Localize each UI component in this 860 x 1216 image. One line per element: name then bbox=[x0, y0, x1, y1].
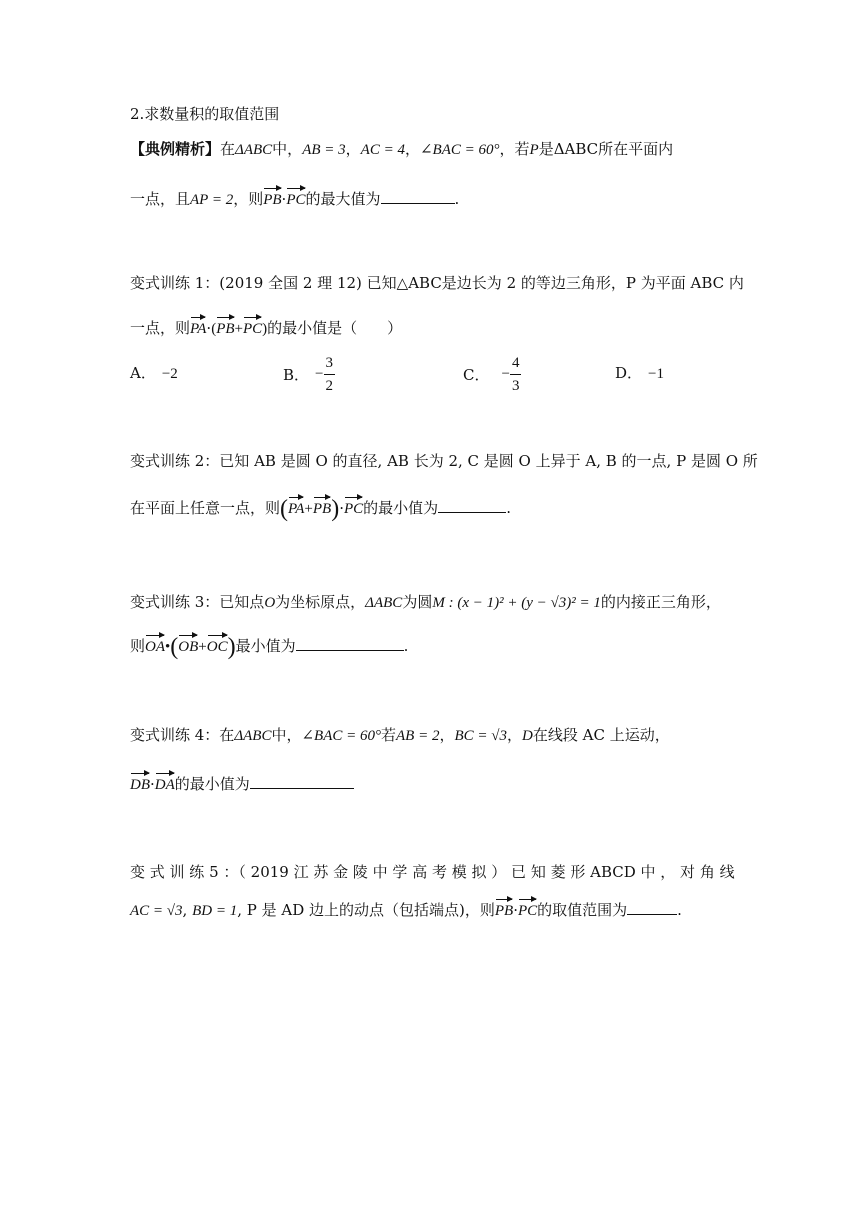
vector-pc: PC bbox=[286, 187, 305, 211]
option-value: −1 bbox=[648, 366, 664, 382]
numerator: 4 bbox=[510, 352, 522, 375]
fraction bbox=[324, 352, 336, 397]
fraction bbox=[510, 352, 522, 397]
option-sign: − bbox=[315, 366, 324, 382]
option-value: −2 bbox=[161, 366, 178, 382]
vector-pc: PC bbox=[243, 316, 262, 340]
example-line-2 bbox=[130, 187, 459, 211]
text: 变式训练 4：在 bbox=[130, 726, 235, 744]
ex1-line-2: 一点，则PA·(PB+PC)的最小值是（ ） bbox=[130, 316, 402, 340]
denominator: 2 bbox=[325, 378, 333, 394]
ex2-line-1: 变式训练 2：已知 AB 是圆 O 的直径, AB 长为 2, C 是圆 O 上异于 A, B 的一点, P 是圆 O 所 bbox=[130, 452, 758, 470]
ex4-line-2 bbox=[130, 772, 354, 796]
option-sign: − bbox=[501, 366, 510, 382]
text: 若 bbox=[381, 726, 397, 744]
text: 变式训练 3：已知点 bbox=[130, 593, 265, 611]
eq-ab: AB = 2 bbox=[396, 728, 440, 744]
ex3-line-2: 则OA•(OB+OC)最小值为 . bbox=[130, 634, 409, 660]
text: 则 bbox=[130, 637, 146, 655]
vector-pb: PB bbox=[313, 496, 331, 520]
vector-db: DB bbox=[130, 772, 150, 796]
dot: · bbox=[339, 499, 344, 517]
circle-equation: M : (x − 1)² + (y − √3)² = 1 bbox=[432, 595, 601, 611]
option-label: A． bbox=[130, 364, 156, 382]
text: . bbox=[677, 901, 682, 919]
vector-pa: PA bbox=[288, 496, 304, 520]
section-title: 2.求数量积的取值范围 bbox=[130, 105, 280, 123]
answer-blank[interactable] bbox=[627, 898, 677, 915]
text: 是ΔABC所在平面内 bbox=[538, 140, 674, 158]
vector-pa: PA bbox=[190, 316, 206, 340]
dot: · bbox=[150, 775, 155, 793]
text: 在平面上任意一点，则 bbox=[130, 499, 281, 517]
text: 的取值范围为 bbox=[537, 901, 628, 919]
vector-oa: OA bbox=[145, 634, 165, 658]
dot: · bbox=[206, 319, 212, 337]
text: ，若 bbox=[499, 140, 530, 158]
vector-pc: PC bbox=[518, 898, 537, 922]
triangle: ΔABC bbox=[365, 595, 403, 611]
vector-pb: PB bbox=[495, 898, 513, 922]
text: . bbox=[506, 499, 511, 517]
text: 的最小值是（ ） bbox=[267, 319, 403, 337]
eq-ac: AC = 4 bbox=[360, 142, 405, 158]
vector-da: DA bbox=[155, 772, 175, 796]
vector-ob: OB bbox=[178, 634, 198, 658]
option-label: D． bbox=[615, 364, 643, 382]
answer-blank[interactable] bbox=[438, 496, 506, 513]
ex5-line-2: AC = √3, BD = 1, P 是 AD 边上的动点（包括端点)，则PB·PC的取值范围为 . bbox=[130, 898, 682, 922]
eq-angle: ∠BAC = 60° bbox=[301, 728, 381, 744]
eq-bd: BD = 1 bbox=[192, 903, 238, 919]
option-c[interactable] bbox=[463, 352, 521, 397]
point-o: O bbox=[264, 595, 276, 611]
option-d[interactable] bbox=[615, 362, 664, 383]
vector-pb: PB bbox=[263, 187, 281, 211]
text: 在 bbox=[220, 140, 236, 158]
vector-oc: OC bbox=[207, 634, 228, 658]
dot: · bbox=[281, 190, 287, 208]
ex3-line-1 bbox=[130, 591, 721, 614]
text: 一点，且 bbox=[130, 190, 191, 208]
answer-blank[interactable] bbox=[296, 634, 404, 651]
point-d: D bbox=[522, 728, 533, 744]
text: 的最大值为 bbox=[305, 190, 381, 208]
text: 为坐标原点， bbox=[275, 593, 366, 611]
option-label: B． bbox=[283, 366, 310, 384]
text: 最小值为 bbox=[235, 637, 296, 655]
vector-pc: PC bbox=[344, 496, 363, 520]
ex2-line-2: 在平面上任意一点，则(PA+PB)·PC的最小值为 . bbox=[130, 496, 511, 522]
plus: + bbox=[304, 501, 313, 517]
answer-blank[interactable] bbox=[381, 187, 455, 204]
vector-pb: PB bbox=[216, 316, 234, 340]
text: 的最小值为 bbox=[174, 775, 250, 793]
point-p: P bbox=[529, 142, 539, 158]
eq-ab: AB = 3 bbox=[302, 142, 346, 158]
example-label: 【典例精析】 bbox=[130, 140, 221, 158]
example-line-1: 【典例精析】在ΔABC中，AB = 3，AC = 4，∠BAC = 60°，若P是ΔABC所在平面内 bbox=[130, 140, 674, 158]
denominator: 3 bbox=[511, 378, 520, 394]
text: ，则 bbox=[233, 190, 264, 208]
text: 一点，则 bbox=[130, 319, 191, 337]
text: 的内接正三角形， bbox=[600, 593, 721, 611]
eq-bc: BC = √3 bbox=[454, 728, 508, 744]
bullet: • bbox=[165, 639, 171, 655]
option-a[interactable] bbox=[130, 362, 178, 383]
text: . bbox=[403, 637, 409, 655]
text: 为圆 bbox=[402, 593, 433, 611]
text: P 是 AD 边上的动点（包括端点)，则 bbox=[246, 901, 495, 919]
numerator: 3 bbox=[324, 352, 336, 375]
option-label: C． bbox=[463, 366, 490, 384]
plus: + bbox=[198, 639, 207, 655]
triangle: ΔABC bbox=[234, 728, 272, 744]
text: 在线段 AC 上运动， bbox=[532, 726, 670, 744]
option-b[interactable] bbox=[283, 352, 335, 397]
text: 的最小值为 bbox=[363, 499, 439, 517]
answer-blank[interactable] bbox=[250, 772, 354, 789]
dot: · bbox=[513, 901, 518, 919]
ex1-line-1: 变式训练 1：(2019 全国 2 理 12) 已知△ABC是边长为 2 的等边三角形，P 为平面 ABC 内 bbox=[130, 274, 744, 292]
eq-ap: AP = 2 bbox=[190, 192, 234, 208]
plus: + bbox=[234, 321, 243, 337]
triangle: ΔABC bbox=[235, 142, 273, 158]
eq-ac: AC = √3 bbox=[130, 903, 183, 919]
text: 中， bbox=[271, 726, 302, 744]
text: . bbox=[454, 190, 460, 208]
text: 中， bbox=[272, 140, 303, 158]
ex4-line-1: 变式训练 4：在ΔABC中，∠BAC = 60°若AB = 2，BC = √3，D在线段 AC 上运动， bbox=[130, 726, 670, 744]
eq-angle: ∠BAC = 60° bbox=[419, 142, 500, 158]
ex5-line-1: 变 式 训 练 5 ：（ 2019 江 苏 金 陵 中 学 高 考 模 拟 ） 已 知 菱 形 ABCD 中 ， 对 角 线 bbox=[130, 863, 735, 881]
